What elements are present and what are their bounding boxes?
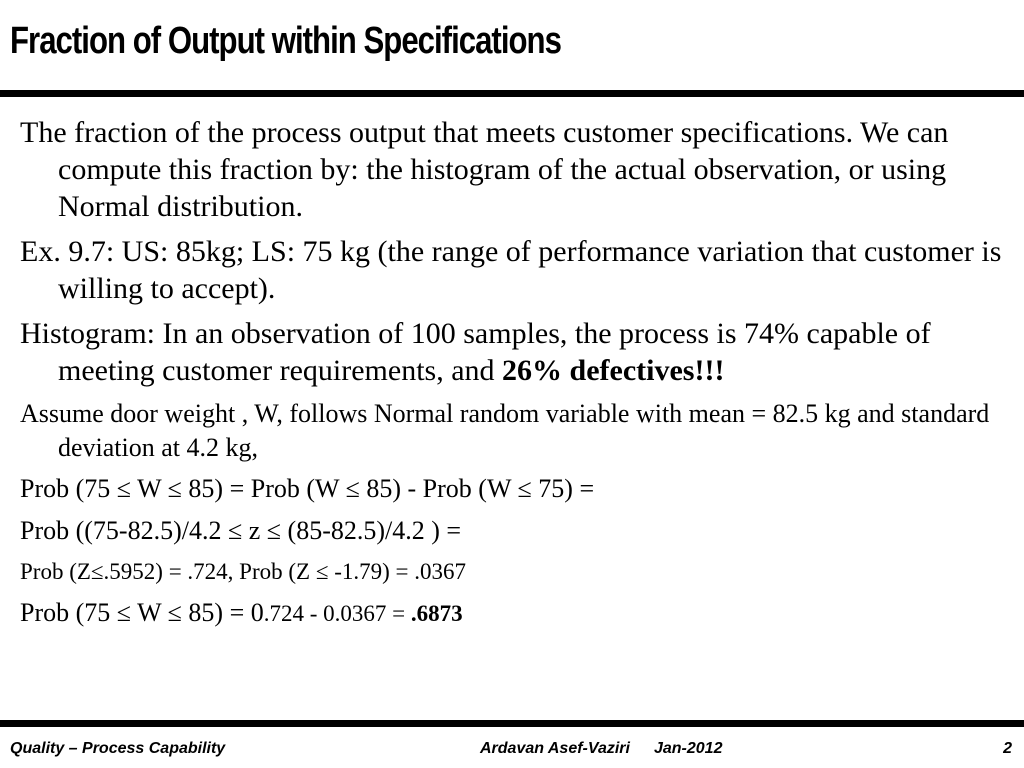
- paragraph-prob-result: [20, 596, 1010, 631]
- paragraph-prob-step2: Prob ((75-82.5)/4.2 ≤ z ≤ (85-82.5)/4.2 ) =: [20, 516, 462, 545]
- slide-title: Fraction of Output within Specifications: [10, 20, 561, 62]
- paragraph-prob-step1: Prob (75 ≤ W ≤ 85) = Prob (W ≤ 85) - Prob (W ≤ 75) =: [20, 474, 595, 503]
- result-value: .6873: [410, 601, 463, 626]
- footer-author: Ardavan Asef-Vaziri: [480, 740, 630, 757]
- title-divider: [0, 90, 1024, 97]
- defectives-highlight: 26% defectives!!!: [502, 354, 725, 387]
- paragraph-prob-step3: Prob (Z≤.5952) = .724, Prob (Z ≤ -1.79) = .0367: [20, 559, 466, 584]
- footer-page-number: 2: [1003, 740, 1012, 757]
- paragraph-histogram: [20, 315, 1010, 389]
- result-lhs: Prob (75 ≤ W ≤ 85) = 0: [20, 598, 264, 627]
- histogram-text: Histogram: In an observation of 100 samples, the process is 74% capable of meeting customer requirements, and: [20, 317, 931, 387]
- result-arithmetic: .724 - 0.0367 =: [263, 601, 411, 626]
- footer-divider: [0, 720, 1024, 727]
- footer-course-title: Quality – Process Capability: [10, 740, 226, 757]
- paragraph-definition: The fraction of the process output that meets customer specifications. We can compute this fraction by: the histogram of the actual observation, or using Normal distribution.: [20, 116, 949, 223]
- slide-content: [20, 114, 1010, 639]
- footer-author-date: [480, 740, 722, 758]
- paragraph-normal-assumption: Assume door weight , W, follows Normal random variable with mean = 82.5 kg and standard deviation at 4.2 kg,: [20, 399, 990, 462]
- footer-date: Jan-2012: [653, 740, 723, 757]
- paragraph-example-spec: Ex. 9.7: US: 85kg; LS: 75 kg (the range of performance variation that customer is willing to accept).: [20, 235, 1002, 305]
